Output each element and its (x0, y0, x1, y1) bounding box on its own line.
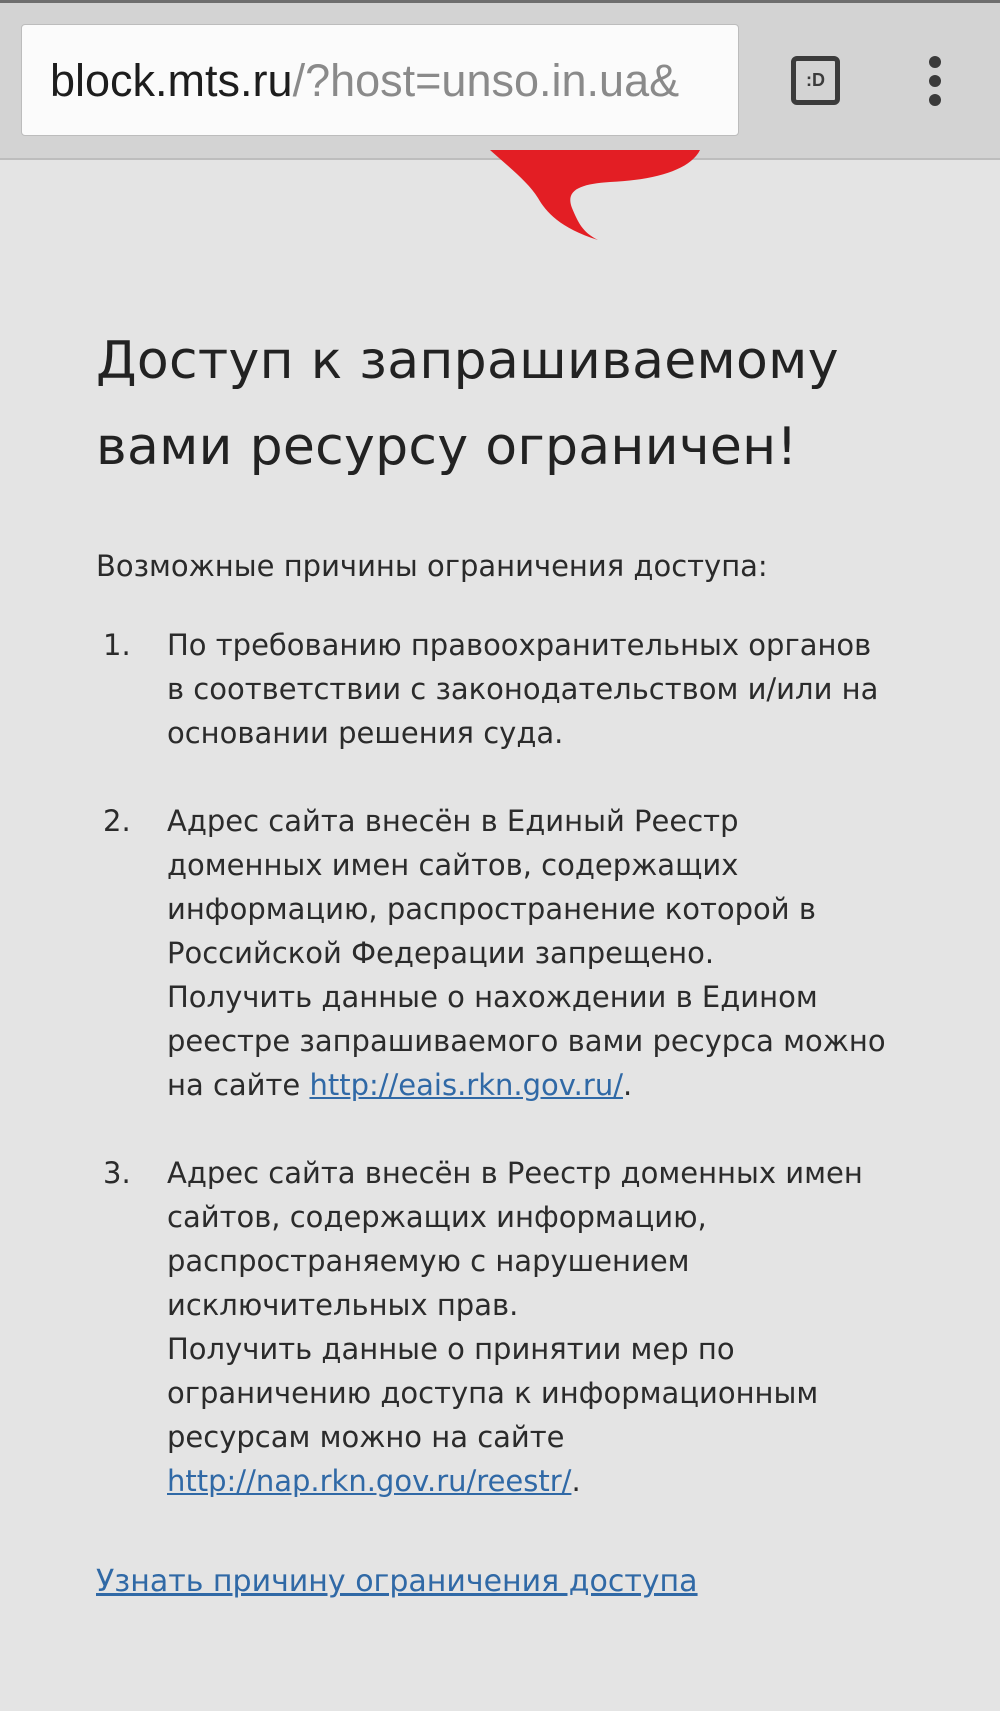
reason-line: основании решения суда. (167, 716, 564, 750)
brand-logo-fragment (450, 150, 710, 240)
reason-line: реестре запрашиваемого вами ресурса можно (167, 1024, 886, 1058)
reason-number: 2. (103, 804, 131, 838)
reason-line: исключительных прав. (167, 1288, 519, 1322)
reason-line: ресурсам можно на сайте (167, 1420, 565, 1454)
link-prefix: на сайте (167, 1068, 310, 1102)
reasons-list (96, 623, 976, 1503)
eais-link[interactable]: http://eais.rkn.gov.ru/ (309, 1068, 623, 1102)
block-notice (96, 318, 976, 1547)
reason-link-line (167, 1459, 976, 1503)
page-title (96, 318, 976, 490)
learn-reason-link[interactable]: Узнать причину ограничения доступа (96, 1564, 698, 1599)
reason-line: Адрес сайта внесён в Реестр доменных имен (167, 1156, 863, 1190)
reasons-title: Возможные причины ограничения доступа: (96, 549, 768, 583)
overflow-vertical-icon[interactable] (920, 56, 950, 106)
browser-toolbar (0, 0, 1000, 160)
address-bar[interactable] (21, 24, 739, 136)
tab-switcher-button[interactable]: :D (791, 56, 840, 105)
link-suffix: . (571, 1464, 581, 1498)
reason-line: По требованию правоохранительных органов (167, 628, 872, 662)
reason-item (96, 1151, 976, 1503)
reason-number: 3. (103, 1156, 131, 1190)
brand-swoosh (490, 150, 700, 240)
reason-item (96, 799, 976, 1107)
reason-line: Получить данные о принятии мер по (167, 1332, 735, 1366)
reason-number: 1. (103, 628, 131, 662)
url-path: /?host=unso.in.ua& (292, 55, 680, 106)
reason-line: сайтов, содержащих информацию, (167, 1200, 707, 1234)
reason-line: Адрес сайта внесён в Единый Реестр (167, 804, 739, 838)
url-text[interactable] (50, 51, 679, 111)
reason-line: доменных имен сайтов, содержащих (167, 848, 739, 882)
url-host: block.mts.ru (50, 55, 293, 106)
link-suffix: . (622, 1068, 633, 1102)
title-line: вами ресурсу ограничен! (96, 417, 798, 477)
reason-link-line (167, 1063, 976, 1107)
reason-line: Получить данные о нахождении в Едином (167, 980, 818, 1014)
reason-line: в соответствии с законодательством и/или на (167, 672, 879, 706)
title-line: Доступ к запрашиваемому (96, 331, 839, 391)
reason-line: Российской Федерации запрещено. (167, 936, 715, 970)
reason-line: распространяемую с нарушением (167, 1244, 690, 1278)
reason-item (96, 623, 976, 755)
reason-line: ограничению доступа к информационным (167, 1376, 819, 1410)
nap-reestr-link[interactable]: http://nap.rkn.gov.ru/reestr/ (167, 1464, 572, 1498)
top-edge (0, 0, 1000, 3)
reason-line: информацию, распространение которой в (167, 892, 816, 926)
